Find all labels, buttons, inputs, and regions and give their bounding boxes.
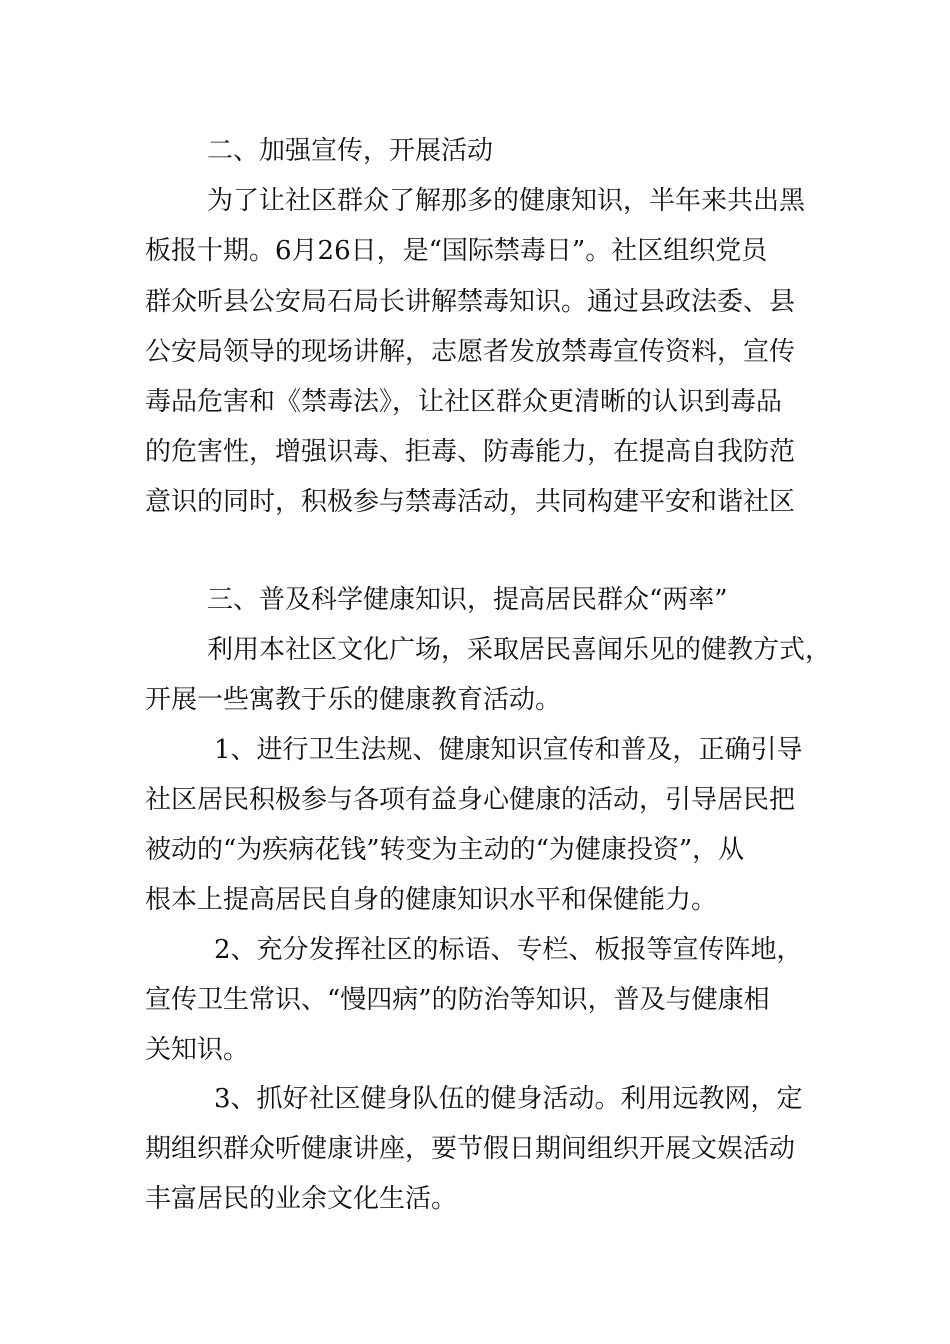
text-line: 3、抓好社区健身队伍的健身活动。利用远教网，定 xyxy=(214,1084,803,1114)
text-line: 利用本社区文化广场，采取居民喜闻乐见的健教方式， xyxy=(207,635,832,665)
text-line: 群众听县公安局石局长讲解禁毒知识。通过县政法委、县 xyxy=(145,287,796,317)
text-line: 公安局领导的现场讲解，志愿者发放禁毒宣传资料，宣传 xyxy=(145,337,796,367)
text-line: 的危害性，增强识毒、拒毒、防毒能力，在提高自我防范 xyxy=(145,437,796,467)
text-line: 1、进行卫生法规、健康知识宣传和普及，正确引导 xyxy=(214,735,803,765)
text-line: 被动的“为疾病花钱”转变为主动的“为健康投资”，从 xyxy=(145,835,745,865)
section-heading: 三、普及科学健康知识，提高居民群众“两率” xyxy=(207,585,728,615)
text-line: 为了让社区群众了解那多的健康知识，半年来共出黑 xyxy=(207,186,806,216)
text-line: 2、充分发挥社区的标语、专栏、板报等宣传阵地， xyxy=(214,935,803,965)
text-line: 关知识。 xyxy=(145,1035,250,1065)
text-line: 丰富居民的业余文化生活。 xyxy=(145,1184,458,1214)
text-line: 社区居民积极参与各项有益身心健康的活动，引导居民把 xyxy=(145,785,796,815)
text-line: 期组织群众听健康讲座，要节假日期间组织开展文娱活动 xyxy=(145,1134,796,1164)
text-line: 意识的同时，积极参与禁毒活动，共同构建平安和谐社区 xyxy=(145,487,796,517)
text-line: 毒品危害和《禁毒法》，让社区群众更清晰的认识到毒品 xyxy=(145,387,783,417)
text-line: 根本上提高居民自身的健康知识水平和保健能力。 xyxy=(145,885,718,915)
section-heading: 二、加强宣传，开展活动 xyxy=(207,136,494,166)
text-line: 宣传卫生常识、“慢四病”的防治等知识，普及与健康相 xyxy=(145,985,770,1015)
text-line: 开展一些寓教于乐的健康教育活动。 xyxy=(145,685,562,715)
text-line: 板报十期。6月26日，是“国际禁毒日”。社区组织党员 xyxy=(145,236,768,266)
